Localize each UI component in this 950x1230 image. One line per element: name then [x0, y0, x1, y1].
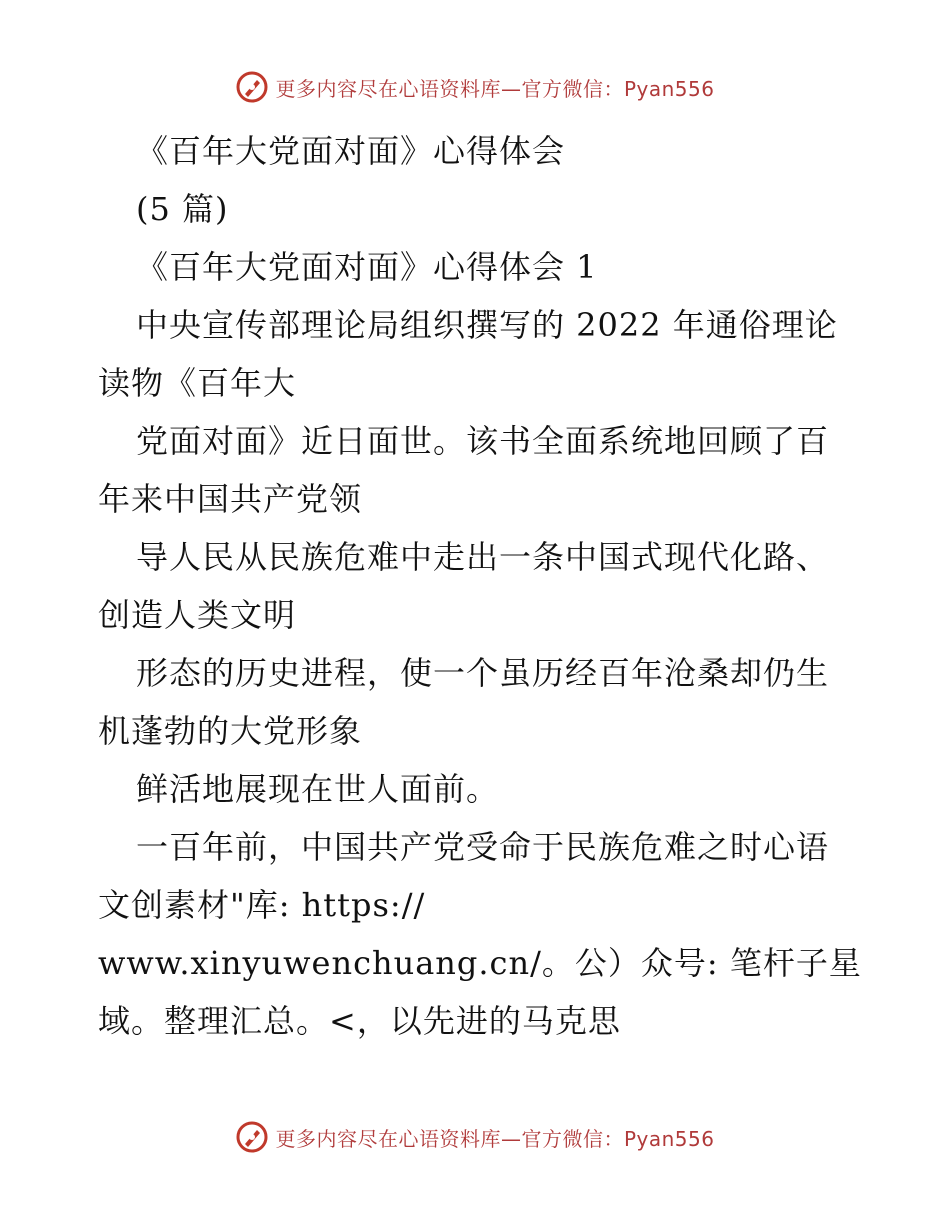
- text-line: 域。整理汇总。<，以先进的马克思: [98, 1002, 621, 1040]
- watermark-text: 更多内容尽在心语资料库—官方微信：Pyan556: [275, 1126, 715, 1151]
- text-line: www.xinyuwenchuang.cn/。公）众号: 笔杆子星: [98, 944, 862, 982]
- text-line: 中央宣传部理论局组织撰写的 2022 年通俗理论: [136, 306, 838, 344]
- text-line: 党面对面》近日面世。该书全面系统地回顾了百: [136, 422, 830, 460]
- text-line: 读物《百年大: [98, 364, 297, 402]
- text-line: 《百年大党面对面》心得体会: [136, 132, 566, 170]
- text-line: 导人民从民族危难中走出一条中国式现代化路、: [136, 538, 830, 576]
- text-line: 鲜活地展现在世人面前。: [136, 770, 500, 808]
- text-line: 年来中国共产党领: [98, 480, 363, 518]
- text-line: (5 篇): [136, 190, 229, 228]
- text-line: 创造人类文明: [98, 596, 297, 634]
- watermark-text: 更多内容尽在心语资料库—官方微信：Pyan556: [275, 76, 715, 101]
- text-line: 一百年前，中国共产党受命于民族危难之时心语: [136, 828, 830, 866]
- text-line: 机蓬勃的大党形象: [98, 712, 363, 750]
- header-watermark: [0, 70, 950, 104]
- text-line: 文创素材"库: https://: [98, 886, 426, 924]
- document-body: [98, 122, 862, 1050]
- pen-logo-icon: [235, 1120, 269, 1154]
- text-line: 《百年大党面对面》心得体会 1: [136, 248, 598, 286]
- footer-watermark: [0, 1120, 950, 1154]
- pen-logo-icon: [235, 70, 269, 104]
- text-line: 形态的历史进程，使一个虽历经百年沧桑却仍生: [136, 654, 830, 692]
